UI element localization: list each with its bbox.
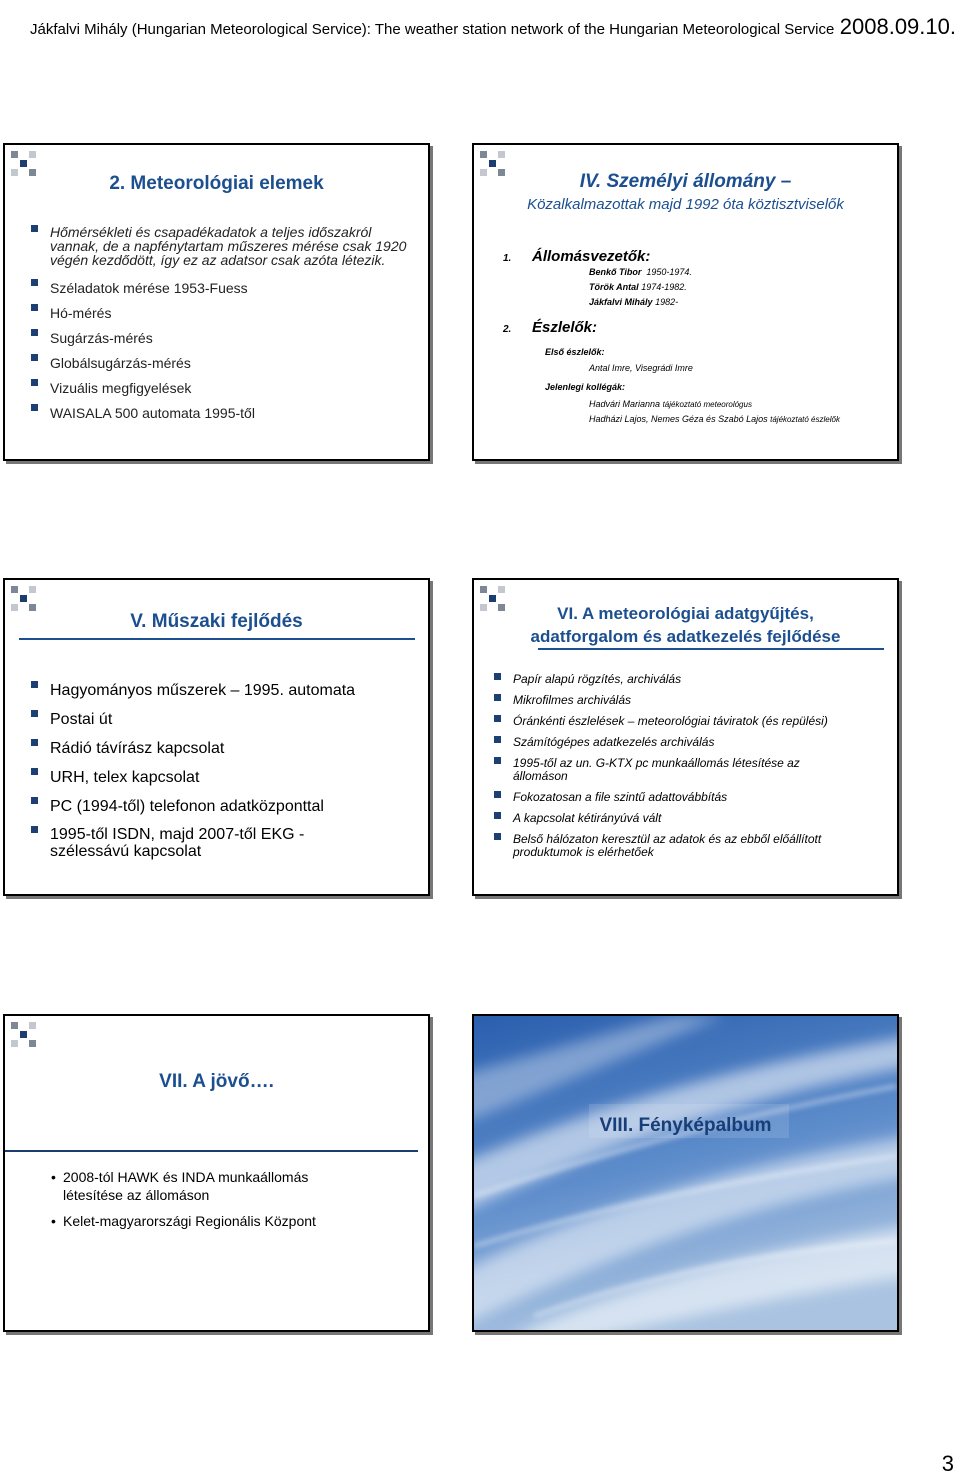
leader-name: Török Antal [589, 282, 639, 292]
section-number: 1. [503, 253, 512, 264]
list-item-text: Hőmérsékleti és csapadékadatok a teljes időszakról vannak, de a napfénytartam műszeres mérése csak 1920 végén kezdődött, így ez az adatsor csak azóta létezik. [50, 224, 407, 268]
list-item-text: WAISALA 500 automata 1995-től [50, 405, 255, 421]
first-observers-names: Antal Imre, Visegrádi Imre [589, 363, 693, 373]
list-item [27, 225, 412, 267]
sky-photo [474, 1016, 897, 1330]
slide-title-line: VI. A meteorológiai adatgyűjtés, [557, 604, 814, 623]
list-item-text: 2008-tól HAWK és INDA munkaállomás létesítése az állomáson [63, 1169, 309, 1203]
current-colleague-row [589, 414, 840, 424]
list-item [27, 279, 412, 297]
colleague-role: tájékoztató észlelők [770, 415, 840, 424]
section-heading: Állomásvezetők: [532, 248, 651, 265]
bullet-list [490, 673, 885, 859]
list-item [51, 1212, 351, 1230]
list-item [490, 791, 885, 804]
slide-personnel [472, 143, 899, 461]
first-observers-label: Első észlelők: [545, 347, 605, 357]
slide-title: VII. A jövő…. [159, 1071, 274, 1092]
list-item [27, 304, 412, 322]
bullet-list [27, 681, 417, 860]
list-item [490, 833, 873, 859]
list-item-text: Számítógépes adatkezelés archiválás [513, 735, 715, 749]
colleague-name: Hadházi Lajos, Nemes Géza és Szabó Lajos [589, 414, 768, 424]
section-number: 2. [503, 324, 512, 335]
list-item [27, 329, 412, 347]
slide-title [474, 602, 897, 648]
slide-title: V. Műszaki fejlődés [130, 611, 303, 632]
slide-corner-decoration [11, 1022, 37, 1048]
list-item [27, 768, 417, 787]
list-item-text: Belső hálózaton keresztül az adatok és az ebből előállított produktumok is elérhetőek [513, 832, 822, 859]
personnel-details [474, 145, 897, 459]
bullet-list [27, 225, 412, 422]
document-header-date: 2008.09.10. [839, 14, 956, 39]
list-item [490, 812, 885, 825]
current-colleague-row [589, 399, 752, 409]
colleague-name: Hadvári Marianna [589, 399, 661, 409]
list-item [27, 797, 417, 816]
list-item [27, 354, 412, 372]
document-header-title: Jákfalvi Mihály (Hungarian Meteorological Service): The weather station network of the Hungarian Meteorological Service [30, 21, 835, 38]
leader-row [589, 282, 687, 292]
list-item [490, 715, 885, 728]
title-underline [538, 648, 884, 650]
list-item [27, 739, 417, 758]
list-item-text: URH, telex kapcsolat [50, 769, 200, 786]
section-heading: Észlelők: [532, 319, 598, 336]
slide-title: 2. Meteorológiai elemek [109, 173, 324, 194]
list-item-text: Óránkénti észlelések – meteorológiai táviratok (és repülési) [513, 714, 828, 728]
list-item-text: 1995-től az un. G-KTX pc munkaállomás létesítése az állomáson [513, 756, 800, 783]
leader-name: Jákfalvi Mihály [589, 297, 653, 307]
colleague-role: tájékoztató meteorológus [662, 400, 752, 409]
title-underline [5, 1150, 418, 1152]
list-item-text: Rádió távírász kapcsolat [50, 740, 225, 757]
leader-name: Benkő Tibor [589, 267, 642, 277]
slide-corner-decoration [11, 586, 37, 612]
list-item [490, 736, 885, 749]
leader-years: 1950-1974. [646, 267, 692, 277]
list-item-text: PC (1994-től) telefonon adatközponttal [50, 798, 324, 815]
slide-technical-development [3, 578, 430, 896]
list-item [27, 826, 340, 860]
list-item-text: A kapcsolat kétirányúvá vált [513, 811, 662, 825]
slide-title-line: adatforgalom és adatkezelés fejlődése [530, 627, 841, 646]
list-item-text: Papír alapú rögzítés, archiválás [513, 672, 682, 686]
leader-years: 1974-1982. [641, 282, 687, 292]
list-item [51, 1168, 351, 1204]
page-number: 3 [941, 1451, 954, 1476]
list-item-text: Sugárzás-mérés [50, 330, 153, 346]
list-item [490, 757, 833, 783]
list-item [27, 404, 412, 422]
bullet-list [51, 1168, 351, 1230]
list-item-text: Széladatok mérése 1953-Fuess [50, 280, 248, 296]
leader-row [589, 297, 678, 307]
slide-photo-album [472, 1014, 899, 1332]
slide-title: IV. Személyi állomány – [579, 171, 792, 192]
slide-future [3, 1014, 430, 1332]
list-item [27, 681, 417, 700]
list-item-text: 1995-től ISDN, majd 2007-től EKG - szélessávú kapcsolat [50, 826, 305, 860]
slide-title: VIII. Fényképalbum [599, 1115, 772, 1136]
slide-meteorological-elements [3, 143, 430, 461]
list-item-text: Hó-mérés [50, 305, 112, 321]
list-item-text: Postai út [50, 711, 113, 728]
list-item-text: Vizuális megfigyelések [50, 380, 192, 396]
list-item-text: Globálsugárzás-mérés [50, 355, 191, 371]
slide-subtitle: Közalkalmazottak majd 1992 óta köztisztviselők [527, 196, 844, 213]
slide-data-collection [472, 578, 899, 896]
leader-years: 1982- [655, 297, 679, 307]
list-item-text: Kelet-magyarországi Regionális Központ [63, 1213, 316, 1229]
list-item-text: Mikrofilmes archiválás [513, 693, 632, 707]
leader-row [589, 267, 692, 277]
current-colleagues-label: Jelenlegi kollégák: [545, 382, 626, 392]
list-item [27, 379, 412, 397]
list-item [490, 694, 885, 707]
title-underline [19, 638, 415, 640]
bullet-dot: • [51, 1213, 56, 1229]
list-item-text: Fokozatosan a file szintű adattovábbítás [513, 790, 728, 804]
list-item [27, 710, 417, 729]
list-item [490, 673, 885, 686]
list-item-text: Hagyományos műszerek – 1995. automata [50, 682, 356, 699]
bullet-dot: • [51, 1169, 56, 1185]
